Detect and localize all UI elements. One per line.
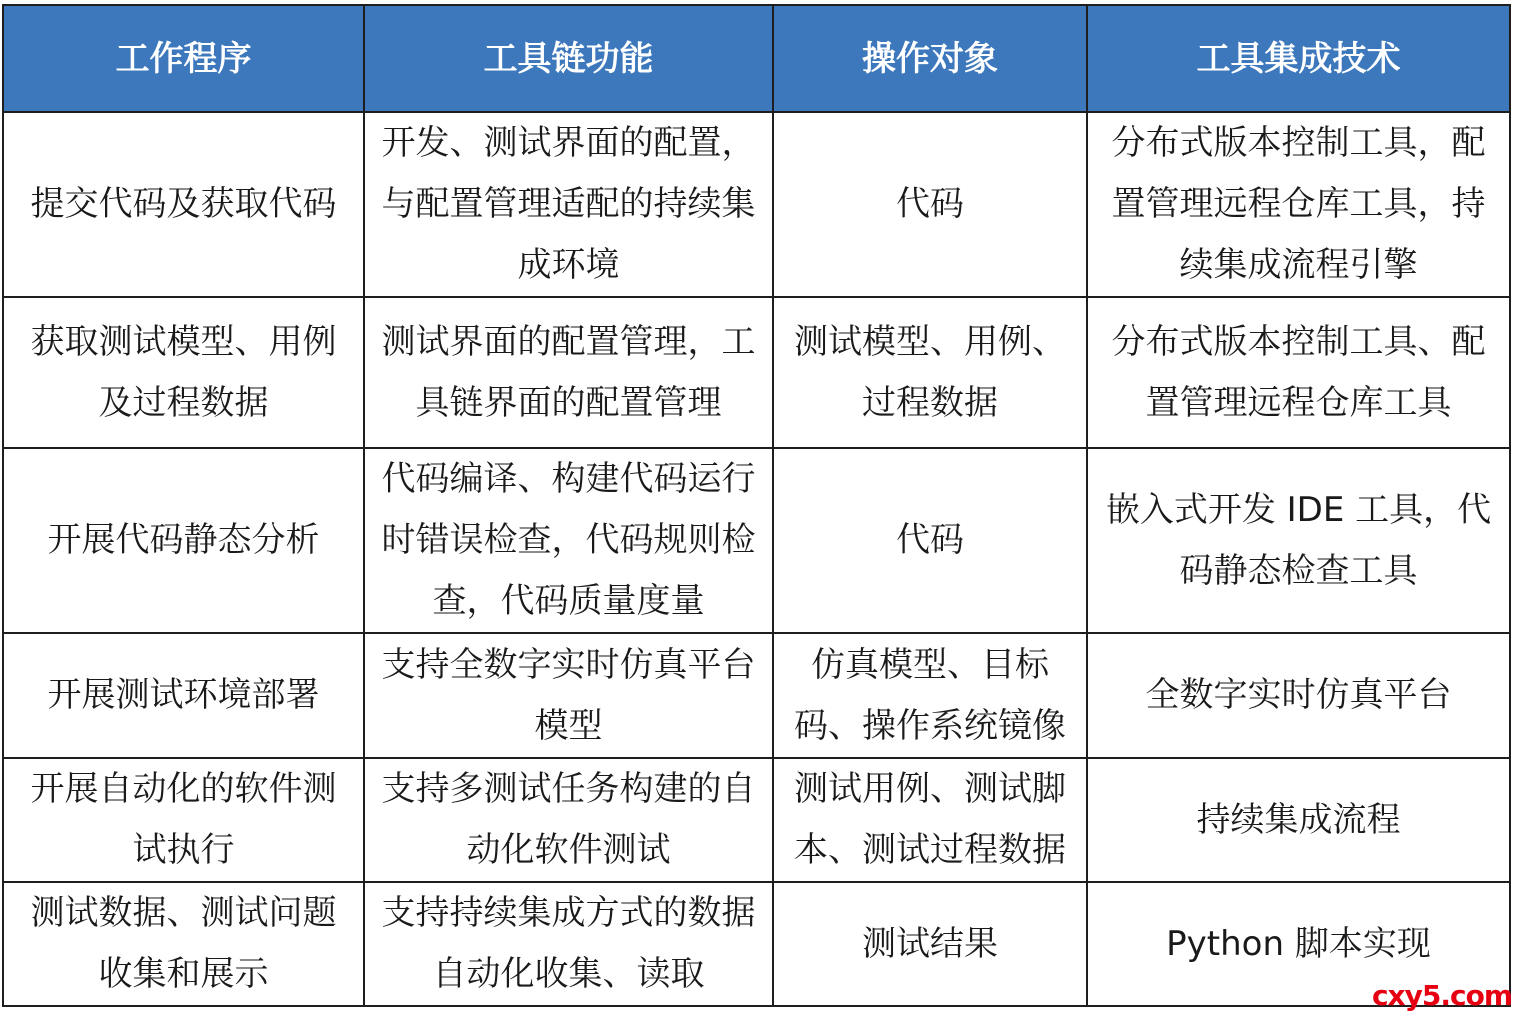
cell-procedure: 测试数据、测试问题收集和展示 <box>3 882 364 1006</box>
cell-object: 代码 <box>773 448 1087 633</box>
cell-integration: 分布式版本控制工具、配置管理远程仓库工具 <box>1087 297 1510 448</box>
table-row <box>3 882 1510 1006</box>
cell-procedure: 获取测试模型、用例及过程数据 <box>3 297 364 448</box>
cell-procedure: 开展代码静态分析 <box>3 448 364 633</box>
header-work-procedure: 工作程序 <box>3 5 364 112</box>
cell-procedure: 开展测试环境部署 <box>3 633 364 758</box>
cell-object: 测试用例、测试脚本、测试过程数据 <box>773 758 1087 882</box>
cell-integration: 全数字实时仿真平台 <box>1087 633 1510 758</box>
cell-procedure: 提交代码及获取代码 <box>3 112 364 297</box>
cell-function: 测试界面的配置管理，工具链界面的配置管理 <box>364 297 773 448</box>
table-header-row <box>3 5 1510 112</box>
cell-function: 代码编译、构建代码运行时错误检查，代码规则检查，代码质量度量 <box>364 448 773 633</box>
header-toolchain-function: 工具链功能 <box>364 5 773 112</box>
cell-object: 仿真模型、目标码、操作系统镜像 <box>773 633 1087 758</box>
cell-function: 支持持续集成方式的数据自动化收集、读取 <box>364 882 773 1006</box>
cell-function: 支持多测试任务构建的自动化软件测试 <box>364 758 773 882</box>
cell-procedure: 开展自动化的软件测试执行 <box>3 758 364 882</box>
cell-integration: 嵌入式开发 IDE 工具，代码静态检查工具 <box>1087 448 1510 633</box>
cell-integration: 持续集成流程 <box>1087 758 1510 882</box>
table-row <box>3 633 1510 758</box>
tool-chain-table-container <box>2 4 1509 1007</box>
cell-function: 支持全数字实时仿真平台模型 <box>364 633 773 758</box>
tool-chain-table <box>2 4 1511 1007</box>
header-operation-object: 操作对象 <box>773 5 1087 112</box>
cell-function: 开发、测试界面的配置，与配置管理适配的持续集成环境 <box>364 112 773 297</box>
table-row <box>3 758 1510 882</box>
table-row <box>3 448 1510 633</box>
cell-object: 代码 <box>773 112 1087 297</box>
table-row <box>3 297 1510 448</box>
cell-integration: 分布式版本控制工具，配置管理远程仓库工具，持续集成流程引擎 <box>1087 112 1510 297</box>
cell-integration: Python 脚本实现 <box>1087 882 1510 1006</box>
watermark: cxy5.com <box>1371 979 1512 1012</box>
header-tool-integration-tech: 工具集成技术 <box>1087 5 1510 112</box>
cell-object: 测试模型、用例、过程数据 <box>773 297 1087 448</box>
table-row <box>3 112 1510 297</box>
cell-object: 测试结果 <box>773 882 1087 1006</box>
